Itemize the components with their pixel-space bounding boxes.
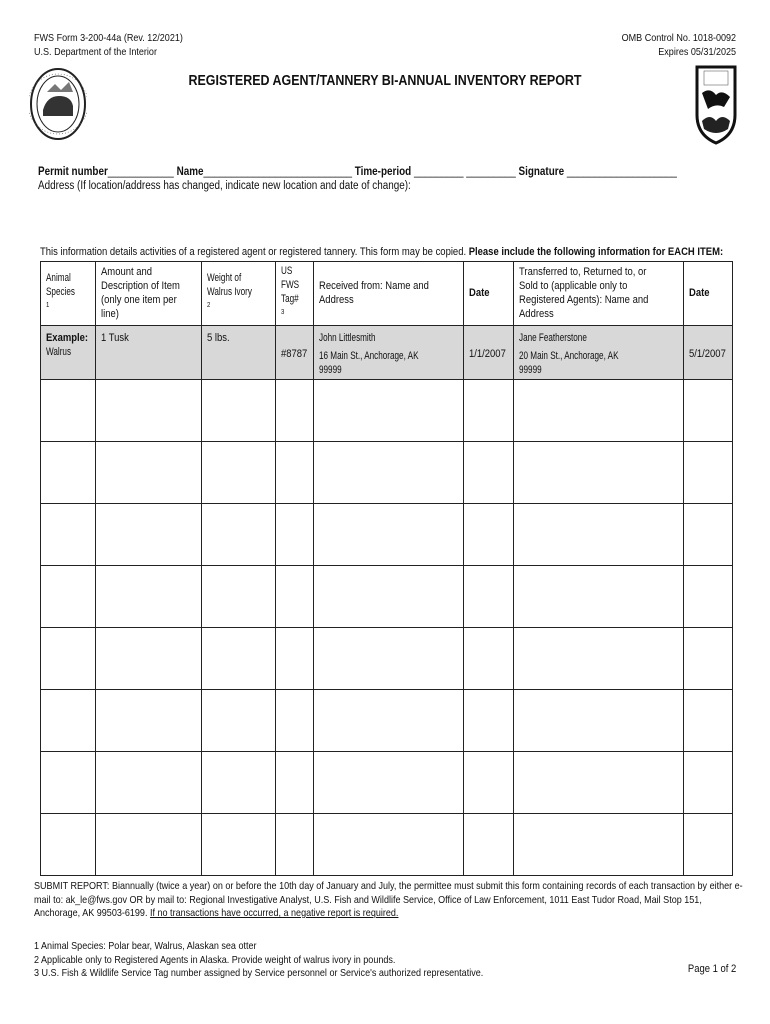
table-row[interactable] [41,379,733,441]
intro-bold: Please include the following information for EACH ITEM: [468,246,724,258]
form-number: FWS Form 3-200-44a (Rev. 12/2021) [34,32,183,44]
footnote-1: 1 Animal Species: Polar bear, Walrus, Alaskan sea otter [34,940,257,952]
example-date1: 1/1/2007 [464,325,514,379]
table-row[interactable] [41,813,733,875]
example-row [41,325,733,379]
footnote-3: 3 U.S. Fish & Wildlife Service Tag number assigned by Service personnel or Service's authorized representative. [34,967,484,979]
example-species: Example: Walrus [41,325,96,379]
footnotes [34,940,483,981]
page-number: Page 1 of 2 [687,963,736,975]
intro-text: This information details activities of a registered agent or registered tannery. This form may be copied. [40,246,467,258]
inventory-table [40,261,733,876]
example-amount: 1 Tusk [96,325,202,379]
col-species: Animal Species $^1$ [41,262,96,326]
table-row[interactable] [41,441,733,503]
form-header-right [622,31,736,59]
time-period-field[interactable]: _________ _________ [413,166,516,178]
page-title: REGISTERED AGENT/TANNERY BI-ANNUAL INVENTORY REPORT [188,73,582,89]
table-row[interactable] [41,565,733,627]
signature-field[interactable]: ____________________ [566,166,677,178]
time-period-label: Time-period [354,166,412,178]
footnote-2: 2 Applicable only to Registered Agents in Alaska. Provide weight of walrus ivory in pounds. [34,953,396,966]
permit-number-label: Permit number [38,166,108,178]
example-transferred: Jane Featherstone 20 Main St., Anchorage, AK 99999 [514,325,684,379]
name-label: Name [176,166,204,178]
table-row[interactable] [41,503,733,565]
table-intro [40,246,723,258]
example-date2: 5/1/2007 [684,325,733,379]
fws-shield-icon [694,63,738,145]
name-field[interactable]: ___________________________ [203,166,353,178]
col-received: Received from: Name and Address [314,262,464,326]
col-transferred: Transferred to, Returned to, or Sold to (applicable only to Registered Agents): Name and Address [514,262,684,326]
address-label: Address (If location/address has changed, indicate new location and date of change): [38,180,411,192]
department: U.S. Department of the Interior [34,46,157,58]
table-row[interactable] [41,751,733,813]
submit-text: SUBMIT REPORT: Biannually (twice a year) on or before the 10th day of January and July, the permittee must submit this form containing records of each transaction by either e-mail to: ak_le@fws.gov OR by mail to: Regional Investigative Analyst, U.S. Fish and Wildlife Service, Office of Law Enforcement, 1011 East Tudor Road, Mail Stop 151, Anchorage, AK 99503-6199. [34,880,743,919]
form-header-left [34,31,183,59]
example-received: John Littlesmith 16 Main St., Anchorage, AK 99999 [314,325,464,379]
table-header-row [41,262,733,326]
expiration: Expires 05/31/2025 [658,46,736,58]
permit-fields [38,165,677,193]
example-weight: 5 lbs. [202,325,276,379]
table-row[interactable] [41,627,733,689]
col-weight: Weight of Walrus Ivory $^2$ [202,262,276,326]
signature-label: Signature [518,166,565,178]
submit-instructions [34,880,748,921]
omb-number: OMB Control No. 1018-0092 [621,32,736,44]
col-amount: Amount and Description of Item (only one item per line) [96,262,202,326]
col-date1: Date [464,262,514,326]
table-row[interactable] [41,689,733,751]
example-tag: #8787 [276,325,314,379]
col-tag: US FWS Tag#$^3$ [276,262,314,326]
permit-number-field[interactable]: ____________ [107,166,174,178]
negative-report-note: If no transactions have occurred, a negative report is required. [149,907,399,919]
col-date2: Date [684,262,733,326]
